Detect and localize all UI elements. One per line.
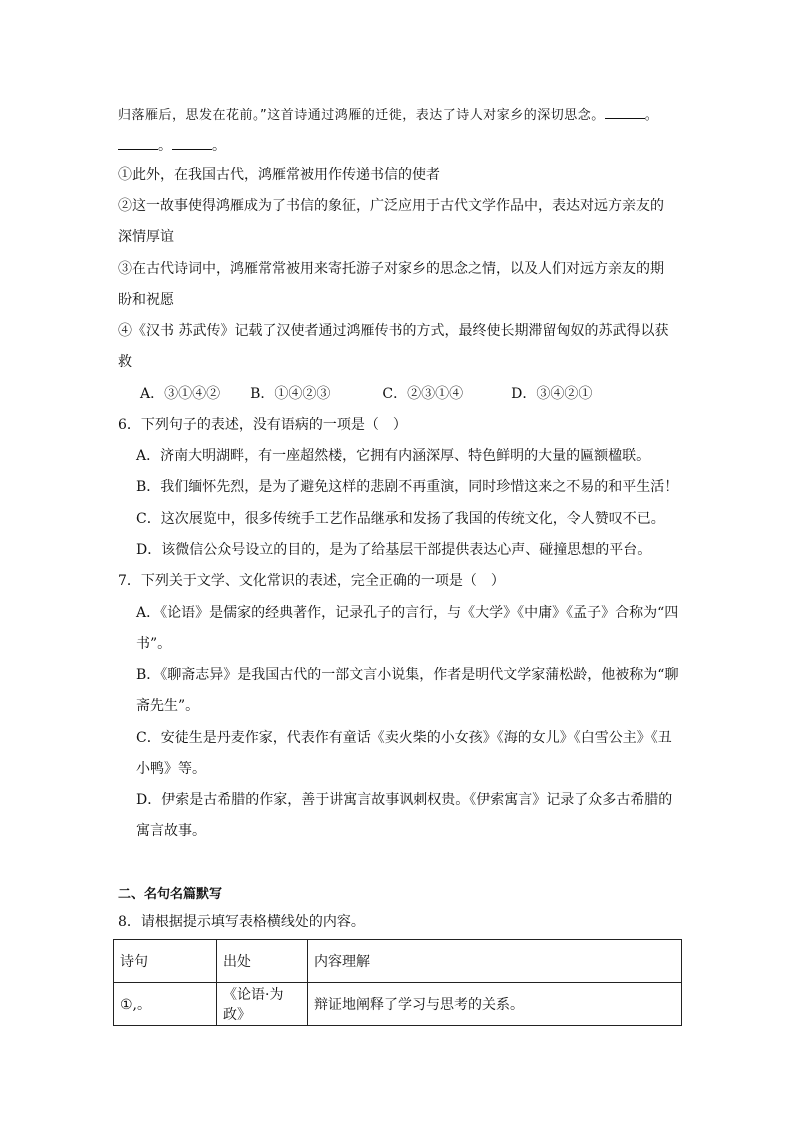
- answer-blank[interactable]: [172, 135, 212, 150]
- option-a[interactable]: A．③①④②: [140, 386, 221, 402]
- poem-cell[interactable]: ①,。: [114, 983, 217, 1026]
- source-cell: 《论语·为政》: [217, 983, 308, 1026]
- table-header-row: [114, 940, 682, 983]
- sentence-3-line-1: ③在古代诗词中，鸿雁常常被用来寄托游子对家乡的思念之情，以及人们对远方亲友的期: [118, 261, 664, 277]
- header-source: 出处: [217, 940, 308, 983]
- sentence-1: ①此外，在我国古代，鸿雁常被用作传递书信的使者: [118, 167, 440, 183]
- q7-stem: 7．下列关于文学、文化常识的表述，完全正确的一项是（ ）: [118, 573, 505, 589]
- option-d[interactable]: D．③④②①: [511, 386, 593, 402]
- q6-option-b[interactable]: B．我们缅怀先烈，是为了避免这样的悲剧不再重演，同时珍惜这来之不易的和平生活！: [136, 479, 679, 495]
- q7-option-d-line-2: 寓言故事。: [136, 823, 206, 839]
- q7-option-c-line-1[interactable]: C．安徒生是丹麦作家，代表作有童话《卖火柴的小女孩》《海的女儿》《白雪公主》《丑: [136, 730, 672, 746]
- header-understanding: 内容理解: [308, 940, 682, 983]
- sentence-2-line-1: ②这一故事使得鸿雁成为了书信的象征，广泛应用于古代文学作品中，表达对远方亲友的: [118, 198, 664, 214]
- q6-stem: 6．下列句子的表述，没有语病的一项是（ ）: [118, 417, 407, 433]
- option-c[interactable]: C．②③①④: [382, 386, 464, 402]
- q5-options: [140, 384, 618, 404]
- q8-stem: 8．请根据提示填写表格横线处的内容。: [118, 914, 365, 930]
- q6-option-d[interactable]: D．该微信公众号设立的目的，是为了给基层干部提供表达心声、碰撞思想的平台。: [136, 542, 652, 558]
- q6-option-c[interactable]: C．这次展览中，很多传统手工艺作品继承和发扬了我国的传统文化，令人赞叹不已。: [136, 511, 665, 527]
- sentence-4-line-1: ④《汉书 苏武传》记载了汉使者通过鸿雁传书的方式，最终使长期滞留匈奴的苏武得以获: [118, 323, 669, 339]
- header-poem: 诗句: [114, 940, 217, 983]
- understanding-cell: 辩证地阐释了学习与思考的关系。: [308, 983, 682, 1026]
- q7-option-b-line-1[interactable]: B．《聊斋志异》是我国古代的一部文言小说集，作者是明代文学家蒲松龄，他被称为“聊: [136, 667, 679, 683]
- section-title: 二、名句名篇默写: [118, 887, 223, 902]
- intro-line-1: 归落雁后，思发在花前。”这首诗通过鸿雁的迁徙，表达了诗人对家乡的深切思念。 。: [118, 104, 658, 126]
- option-b[interactable]: B．①④②③: [250, 386, 331, 402]
- sentence-3-line-2: 盼和祝愿: [118, 292, 174, 308]
- q7-option-a-line-2: 书”。: [136, 636, 172, 652]
- intro-text: 归落雁后，思发在花前。”这首诗通过鸿雁的迁徙，表达了诗人对家乡的深切思念。: [118, 108, 605, 123]
- q7-option-b-line-2: 斋先生”。: [136, 698, 200, 714]
- answer-blank[interactable]: [605, 104, 645, 119]
- table-row: [114, 983, 682, 1026]
- q6-option-a[interactable]: A．济南大明湖畔，有一座超然楼，它拥有内涵深厚、特色鲜明的大量的匾额楹联。: [136, 448, 651, 464]
- sentence-4-line-2: 救: [118, 354, 132, 370]
- intro-line-2: 。 。: [118, 135, 226, 156]
- q7-option-d-line-1[interactable]: D．伊索是古希腊的作家，善于讲寓言故事讽刺权贵。《伊索寓言》记录了众多古希腊的: [136, 792, 673, 808]
- answer-blank[interactable]: [118, 135, 158, 150]
- q7-option-c-line-2: 小鸭》等。: [136, 761, 206, 777]
- q7-option-a-line-1[interactable]: A．《论语》是儒家的经典著作，记录孔子的言行，与《大学》《中庸》《孟子》合称为“四: [136, 605, 679, 621]
- poem-table: [113, 939, 682, 1026]
- sentence-2-line-2: 深情厚谊: [118, 229, 174, 245]
